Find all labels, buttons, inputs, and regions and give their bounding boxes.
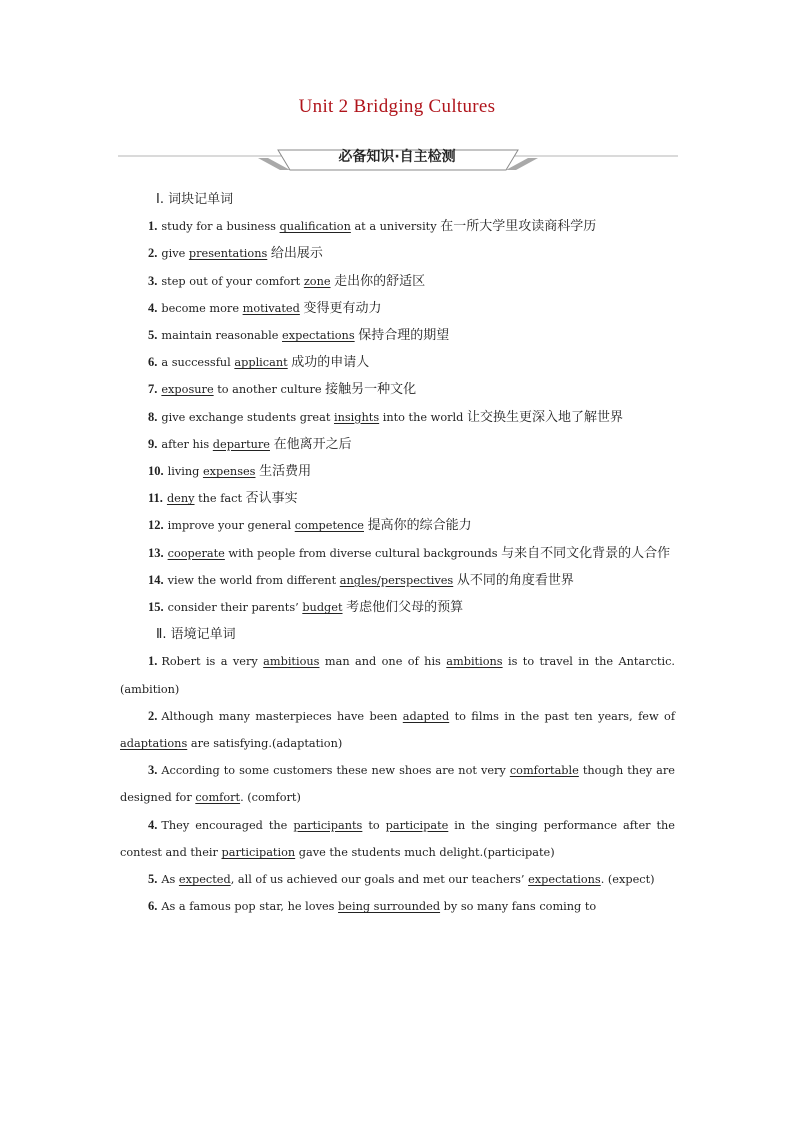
answer-word: ambitions — [446, 655, 503, 669]
answer-word: angles/perspectives — [339, 573, 454, 587]
answer-word: insights — [333, 410, 380, 424]
list-item: 6. a successful applicant 成功的申请人 — [148, 355, 370, 371]
worksheet-content — [120, 186, 675, 920]
list-item: 1. Robert is a very ambitious man and one of his ambitions is to travel in the Antarctic.(ambition) — [120, 654, 675, 696]
list-item: 12. improve your general competence 提高你的综合能力 — [148, 518, 472, 534]
list-item: 5. maintain reasonable expectations 保持合理的期望 — [148, 328, 450, 344]
answer-word: applicant — [234, 356, 288, 370]
list-item: 7. exposure to another culture 接触另一种文化 — [148, 382, 417, 398]
list-item: 4. become more motivated 变得更有动力 — [148, 300, 382, 316]
list-item: 10. living expenses 生活费用 — [148, 464, 312, 480]
answer-word: deny — [166, 492, 195, 506]
list-item: 8. give exchange students great insights into the world 让交换生更深入地了解世界 — [148, 409, 623, 425]
answer-word: comfort — [195, 791, 241, 805]
answer-word: budget — [302, 601, 343, 615]
answer-word: participation — [221, 845, 296, 859]
list-item: 9. after his departure 在他离开之后 — [148, 436, 352, 452]
answer-word: departure — [212, 437, 270, 451]
answer-word: being surrounded — [338, 900, 441, 914]
section-2-heading: Ⅱ. 语境记单词 — [156, 627, 236, 643]
list-item: 5. As expected, all of us achieved our goals and met our teachers’ expectations. (expect) — [148, 872, 655, 887]
answer-word: expenses — [202, 465, 256, 479]
list-item: 15. consider their parents’ budget 考虑他们父母的预算 — [148, 600, 464, 616]
answer-word: presentations — [188, 247, 268, 261]
list-item: 1. study for a business qualification at a university 在一所大学里攻读商科学历 — [148, 219, 597, 235]
list-item: 13. cooperate with people from diverse cultural backgrounds 与来自不同文化背景的人合作 — [148, 545, 671, 561]
list-item: 4. They encouraged the participants to participate in the singing performance after the contest and their participation gave the students much delight.(participate) — [120, 817, 675, 859]
section-banner-label: 必备知识·自主检测 — [338, 149, 456, 165]
answer-word: motivated — [242, 301, 300, 315]
answer-word: ambitious — [263, 655, 320, 669]
section-1-heading: Ⅰ. 词块记单词 — [156, 192, 234, 207]
answer-word: qualification — [279, 220, 351, 234]
answer-word: expectations — [282, 329, 355, 343]
list-item: 6. As a famous pop star, he loves being surrounded by so many fans coming to — [148, 899, 597, 914]
list-item: 14. view the world from different angles/perspectives 从不同的角度看世界 — [148, 572, 574, 588]
list-item: 3. According to some customers these new shoes are not very comfortable though they are designed for comfort. (comfort) — [120, 763, 675, 805]
answer-word: comfortable — [509, 764, 579, 778]
list-item: 2. Although many masterpieces have been adapted to films in the past ten years, few of adaptations are satisfying.(adaptation) — [120, 708, 675, 751]
list-item: 3. step out of your comfort zone 走出你的舒适区 — [148, 273, 426, 289]
answer-word: participate — [385, 818, 449, 832]
list-item: 2. give presentations 给出展示 — [148, 246, 323, 262]
answer-word: adaptations — [120, 737, 188, 751]
answer-word: expected — [178, 873, 231, 887]
page-title: Unit 2 Bridging Cultures — [298, 96, 496, 117]
answer-word: participants — [293, 818, 363, 832]
answer-word: zone — [303, 274, 331, 288]
answer-word: competence — [294, 519, 364, 533]
list-item: 11. deny the fact 否认事实 — [148, 491, 298, 507]
answer-word: exposure — [161, 383, 214, 397]
answer-word: expectations — [528, 873, 601, 887]
answer-word: adapted — [402, 709, 450, 723]
answer-word: cooperate — [167, 546, 225, 560]
